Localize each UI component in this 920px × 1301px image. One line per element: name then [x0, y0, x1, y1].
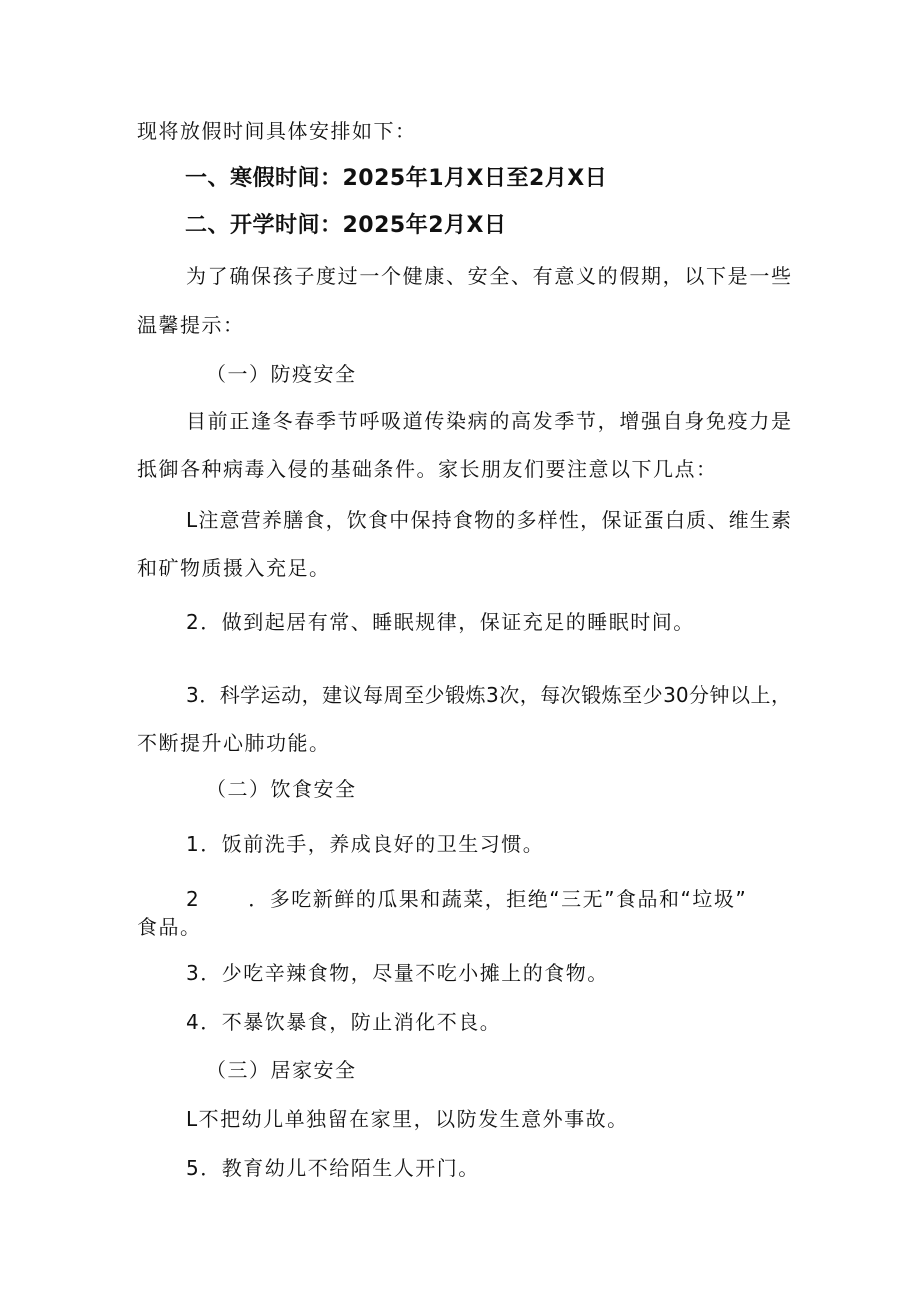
tips-intro-line-1: 为了确保孩子度过一个健康、安全、有意义的假期，以下是一些: [186, 264, 791, 288]
section-1-para-line-1: 目前正逢冬春季节呼吸道传染病的高发季节，增强自身免疫力是: [186, 409, 791, 433]
section-1-title: （一）防疫安全: [206, 362, 357, 386]
section-2-title: （二）饮食安全: [206, 777, 357, 801]
section-2-item-2-line-2: 食品。: [137, 915, 202, 939]
section-2-item-1: 1．饭前洗手，养成良好的卫生习惯。: [186, 832, 545, 856]
section-1-item-1-line-1: L注意营养膳食，饮食中保持食物的多样性，保证蛋白质、维生素: [186, 508, 791, 532]
school-start-heading: 二、开学时间：2025年2月X日: [185, 213, 507, 238]
section-1-item-2: 2．做到起居有常、睡眠规律，保证充足的睡眠时间。: [186, 610, 695, 634]
section-2-item-2-line-1: [186, 886, 747, 912]
section-3-item-2: 5．教育幼儿不给陌生人开门。: [186, 1156, 480, 1180]
section-2-item-4: 4．不暴饮暴食，防止消化不良。: [186, 1010, 502, 1034]
tips-intro-line-2: 温馨提示：: [137, 313, 245, 337]
section-3-item-1: L不把幼儿单独留在家里，以防发生意外事故。: [186, 1107, 629, 1131]
winter-break-heading: 一、寒假时间：2025年1月X日至2月X日: [185, 166, 608, 191]
section-1-para-line-2: 抵御各种病毒入侵的基础条件。家长朋友们要注意以下几点：: [137, 457, 718, 481]
section-1-item-3-line-2: 不断提升心肺功能。: [137, 731, 331, 755]
section-1-item-1-line-2: 和矿物质摄入充足。: [137, 556, 331, 580]
section-1-item-3-line-1: 3．科学运动，建议每周至少锻炼3次，每次锻炼至少30分钟以上，: [186, 683, 791, 707]
section-2-item-2-number: 2: [186, 887, 201, 911]
section-2-item-3: 3．少吃辛辣食物，尽量不吃小摊上的食物。: [186, 961, 609, 985]
section-2-item-2-text: ．多吃新鲜的瓜果和蔬菜，拒绝“三无”食品和“垃圾”: [248, 887, 748, 911]
section-3-title: （三）居家安全: [206, 1058, 357, 1082]
intro-text: 现将放假时间具体安排如下：: [137, 119, 417, 143]
